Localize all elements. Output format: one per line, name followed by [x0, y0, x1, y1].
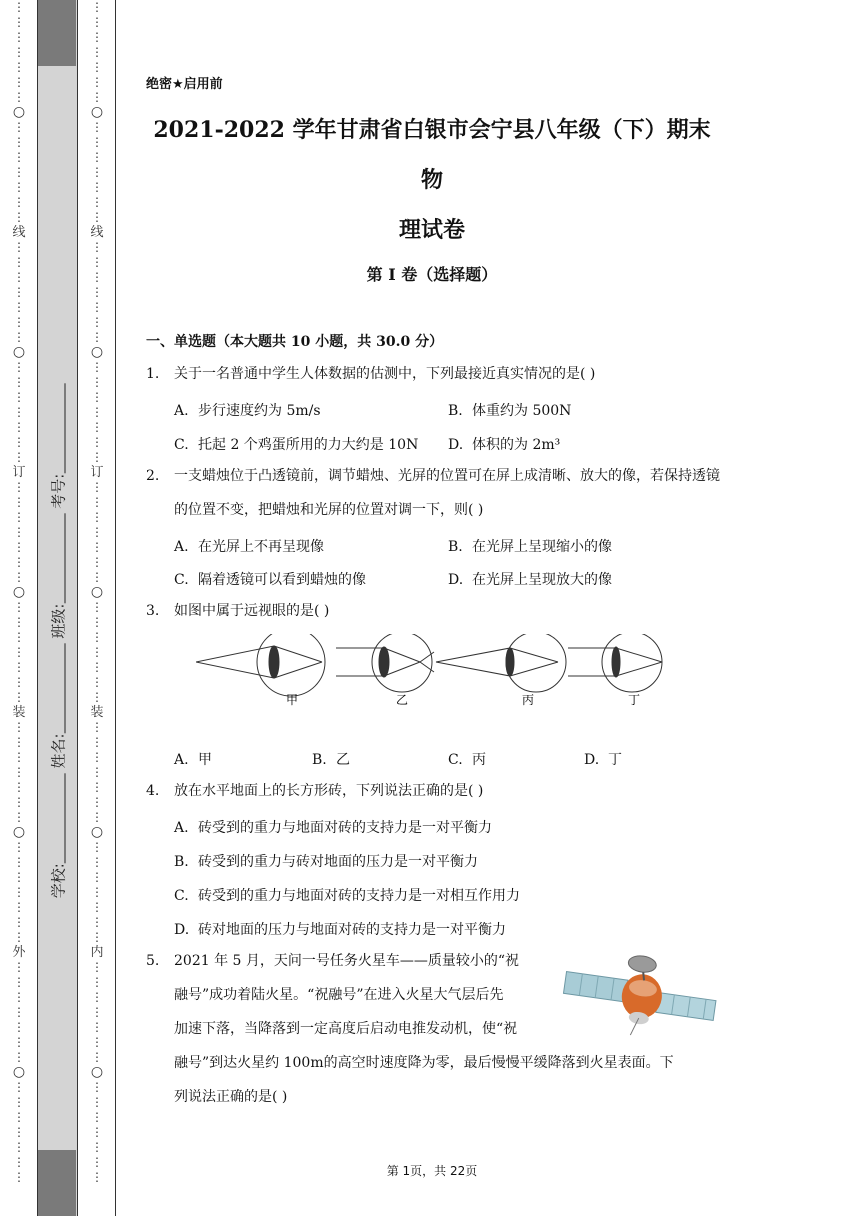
dot-mark: ⋮ — [91, 1020, 103, 1034]
question-number: 5. — [146, 953, 160, 969]
dot-mark: ⋮ — [13, 960, 25, 974]
dot-mark: ⋮ — [91, 255, 103, 269]
dot-mark: ⋮ — [91, 0, 103, 14]
option-key: C. — [174, 572, 189, 588]
dot-mark: ⋮ — [13, 330, 25, 344]
dot-mark: ⋮ — [91, 660, 103, 674]
dot-mark: ⋮ — [13, 285, 25, 299]
circle-mark: ○ — [12, 584, 26, 600]
option-text: 在光屏上呈现放大的像 — [472, 572, 612, 588]
dot-mark: ⋮ — [91, 390, 103, 404]
option-text: 隔着透镜可以看到蜡烛的像 — [198, 572, 366, 588]
circle-mark: ○ — [90, 344, 104, 360]
dot-mark: ⋮ — [91, 810, 103, 824]
dot-mark: ⋮ — [91, 720, 103, 734]
dot-mark: ⋮ — [91, 540, 103, 554]
dot-mark: ⋮ — [13, 510, 25, 524]
option-a[interactable] — [174, 749, 212, 769]
dot-mark: ⋮ — [13, 660, 25, 674]
option-key: A. — [174, 752, 189, 768]
option-text: 甲 — [198, 752, 212, 768]
exam-title — [146, 105, 718, 255]
option-key: C. — [174, 888, 189, 904]
option-b[interactable] — [312, 749, 350, 769]
dot-mark: ⋮ — [91, 1110, 103, 1124]
dot-mark: ⋮ — [91, 915, 103, 929]
dot-mark: ⋮ — [13, 1140, 25, 1154]
dot-mark: ⋮ — [91, 975, 103, 989]
dot-mark: ⋮ — [13, 795, 25, 809]
exam-number-blank — [64, 384, 65, 474]
option-key: C. — [448, 752, 463, 768]
dot-mark: ⋮ — [91, 930, 103, 944]
eye-diagram-yi — [336, 634, 434, 692]
dot-mark: ⋮ — [91, 330, 103, 344]
circle-mark: ○ — [90, 824, 104, 840]
inner-dotted-line — [89, 0, 105, 1216]
figure-label-ding: 丁 — [628, 693, 641, 707]
dot-mark: ⋮ — [91, 360, 103, 374]
inner-label: 装 — [90, 705, 104, 720]
dot-mark: ⋮ — [13, 135, 25, 149]
dot-mark: ⋮ — [91, 480, 103, 494]
dot-mark: ⋮ — [13, 870, 25, 884]
dot-mark: ⋮ — [91, 120, 103, 134]
dot-mark: ⋮ — [91, 1125, 103, 1139]
dot-mark: ⋮ — [91, 645, 103, 659]
dot-mark: ⋮ — [91, 795, 103, 809]
student-info-band — [38, 0, 78, 1216]
dot-mark: ⋮ — [13, 630, 25, 644]
option-key: D. — [448, 437, 464, 453]
question-line: 融号”到达火星约 100m的高空时速度降为零，最后慢慢平缓降落到火星表面。下 — [174, 1055, 674, 1071]
option-text: 丁 — [608, 752, 622, 768]
dot-mark: ⋮ — [13, 390, 25, 404]
dot-mark: ⋮ — [91, 45, 103, 59]
question-line: 加速下落，当降落到一定高度后启动电推发动机，使“祝 — [174, 1021, 518, 1037]
option-a[interactable] — [174, 817, 492, 837]
dot-mark: ⋮ — [91, 870, 103, 884]
dot-mark: ⋮ — [13, 720, 25, 734]
question-text: 一支蜡烛位于凸透镜前，调节蜡烛、光屏的位置可在屏上成清晰、放大的像，若保持透镜的位置不变，把蜡烛和光屏的位置对调一下，则( ) — [174, 468, 720, 518]
option-key: B. — [448, 403, 463, 419]
dot-mark: ⋮ — [91, 150, 103, 164]
question-number: 4. — [146, 783, 160, 799]
dot-mark: ⋮ — [13, 150, 25, 164]
option-text: 体积的为 2m³ — [472, 437, 561, 453]
student-info-fields — [47, 384, 68, 899]
option-text: 砖受到的重力与砖对地面的压力是一对平衡力 — [198, 854, 478, 870]
question-text: 关于一名普通中学生人体数据的估测中，下列最接近真实情况的是( ) — [174, 366, 596, 382]
dot-mark: ⋮ — [91, 1155, 103, 1169]
dot-mark: ⋮ — [13, 1095, 25, 1109]
option-text: 丙 — [472, 752, 486, 768]
inner-label: 订 — [90, 465, 104, 480]
dot-mark: ⋮ — [91, 195, 103, 209]
option-d[interactable] — [584, 749, 622, 769]
dot-mark: ⋮ — [13, 1125, 25, 1139]
inner-label: 线 — [90, 225, 104, 240]
figure-label-jia: 甲 — [286, 693, 299, 707]
dot-mark: ⋮ — [13, 525, 25, 539]
name-label: 姓名: — [49, 733, 67, 769]
dot-mark: ⋮ — [91, 135, 103, 149]
eye-diagram-bing — [436, 634, 566, 692]
dot-mark: ⋮ — [13, 1050, 25, 1064]
option-b[interactable] — [174, 851, 478, 871]
option-key: D. — [174, 922, 190, 938]
circle-mark: ○ — [12, 824, 26, 840]
option-key: B. — [174, 854, 189, 870]
exam-title-line2: 理试卷 — [398, 217, 465, 243]
dot-mark: ⋮ — [13, 0, 25, 14]
dot-mark: ⋮ — [13, 1110, 25, 1124]
dot-mark: ⋮ — [13, 750, 25, 764]
outer-label: 外 — [12, 945, 26, 960]
class-label: 班级: — [49, 603, 67, 639]
option-key: A. — [174, 820, 189, 836]
dot-mark: ⋮ — [13, 195, 25, 209]
dot-mark: ⋮ — [13, 480, 25, 494]
dot-mark: ⋮ — [91, 690, 103, 704]
option-key: A. — [174, 403, 189, 419]
dot-mark: ⋮ — [91, 60, 103, 74]
question-text: 放在水平地面上的长方形砖，下列说法正确的是( ) — [174, 783, 484, 799]
figure-label-bing: 丙 — [522, 693, 535, 707]
dot-mark: ⋮ — [91, 30, 103, 44]
dot-mark: ⋮ — [91, 525, 103, 539]
dot-mark: ⋮ — [13, 570, 25, 584]
dot-mark: ⋮ — [13, 240, 25, 254]
option-a[interactable] — [174, 536, 324, 556]
dot-mark: ⋮ — [91, 1095, 103, 1109]
dot-mark: ⋮ — [13, 315, 25, 329]
dot-mark: ⋮ — [13, 990, 25, 1004]
dot-mark: ⋮ — [13, 675, 25, 689]
school-blank — [64, 773, 65, 863]
eye-diagram-figure — [196, 634, 666, 714]
dot-mark: ⋮ — [91, 855, 103, 869]
circle-mark: ○ — [90, 584, 104, 600]
dot-mark: ⋮ — [13, 690, 25, 704]
circle-mark: ○ — [12, 344, 26, 360]
dot-mark: ⋮ — [91, 270, 103, 284]
dot-mark: ⋮ — [13, 1005, 25, 1019]
dot-mark: ⋮ — [13, 915, 25, 929]
outer-dotted-line — [11, 0, 27, 1216]
option-text: 托起 2 个鸡蛋所用的力大约是 10N — [198, 437, 419, 453]
option-d[interactable] — [174, 919, 506, 939]
dot-mark: ⋮ — [91, 405, 103, 419]
dot-mark: ⋮ — [91, 1050, 103, 1064]
option-key: B. — [312, 752, 327, 768]
school-label: 学校: — [49, 863, 67, 899]
dot-mark: ⋮ — [13, 1035, 25, 1049]
dot-mark: ⋮ — [13, 885, 25, 899]
option-text: 体重约为 500N — [472, 403, 572, 419]
figure-label-yi: 乙 — [396, 693, 409, 707]
dot-mark: ⋮ — [91, 375, 103, 389]
band-tab-top — [38, 0, 76, 66]
dot-mark: ⋮ — [13, 75, 25, 89]
dot-mark: ⋮ — [91, 630, 103, 644]
dot-mark: ⋮ — [91, 750, 103, 764]
dot-mark: ⋮ — [13, 180, 25, 194]
dot-mark: ⋮ — [91, 510, 103, 524]
dot-mark: ⋮ — [13, 780, 25, 794]
dot-mark: ⋮ — [13, 930, 25, 944]
question-line: 列说法正确的是( ) — [174, 1089, 288, 1105]
dot-mark: ⋮ — [13, 210, 25, 224]
dot-mark: ⋮ — [91, 1005, 103, 1019]
option-key: D. — [584, 752, 600, 768]
dot-mark: ⋮ — [91, 1170, 103, 1184]
dot-mark: ⋮ — [13, 270, 25, 284]
option-key: A. — [174, 539, 189, 555]
exam-title-line1: 2021-2022 学年甘肃省白银市会宁县八年级（下）期末物 — [153, 117, 711, 193]
option-text: 砖对地面的压力与地面对砖的支持力是一对平衡力 — [198, 922, 506, 938]
circle-mark: ○ — [90, 1064, 104, 1080]
dot-mark: ⋮ — [91, 285, 103, 299]
option-text: 在光屏上呈现缩小的像 — [472, 539, 612, 555]
dot-mark: ⋮ — [91, 555, 103, 569]
secret-label: 绝密★启用前 — [146, 77, 223, 92]
dot-mark: ⋮ — [13, 375, 25, 389]
dot-mark: ⋮ — [13, 435, 25, 449]
dot-mark: ⋮ — [91, 960, 103, 974]
dot-mark: ⋮ — [13, 645, 25, 659]
dot-mark: ⋮ — [91, 435, 103, 449]
dot-mark: ⋮ — [13, 840, 25, 854]
dot-mark: ⋮ — [13, 540, 25, 554]
dot-mark: ⋮ — [91, 495, 103, 509]
dot-mark: ⋮ — [13, 735, 25, 749]
dot-mark: ⋮ — [13, 615, 25, 629]
option-a[interactable] — [174, 400, 321, 420]
dot-mark: ⋮ — [13, 360, 25, 374]
dot-mark: ⋮ — [91, 1035, 103, 1049]
dot-mark: ⋮ — [91, 180, 103, 194]
outer-label: 线 — [12, 225, 26, 240]
dot-mark: ⋮ — [13, 810, 25, 824]
exam-number-label: 考号: — [49, 473, 67, 509]
eye-diagram-jia — [196, 634, 325, 696]
binding-margin-outer — [0, 0, 38, 1216]
dot-mark: ⋮ — [13, 855, 25, 869]
dot-mark: ⋮ — [91, 570, 103, 584]
dot-mark: ⋮ — [91, 450, 103, 464]
eye-diagram-ding — [568, 634, 662, 692]
volume-title: 第 I 卷（选择题） — [366, 265, 498, 284]
dot-mark: ⋮ — [13, 495, 25, 509]
dot-mark: ⋮ — [91, 75, 103, 89]
dot-mark: ⋮ — [91, 315, 103, 329]
question-number: 3. — [146, 603, 160, 619]
dot-mark: ⋮ — [91, 765, 103, 779]
question-number: 2. — [146, 468, 160, 484]
option-text: 步行速度约为 5m/s — [198, 403, 321, 419]
dot-mark: ⋮ — [13, 450, 25, 464]
option-key: C. — [174, 437, 189, 453]
dot-mark: ⋮ — [91, 165, 103, 179]
name-blank — [64, 643, 65, 733]
dot-mark: ⋮ — [13, 300, 25, 314]
option-d[interactable] — [448, 569, 612, 589]
dot-mark: ⋮ — [91, 300, 103, 314]
dot-mark: ⋮ — [13, 120, 25, 134]
option-text: 在光屏上不再呈现像 — [198, 539, 324, 555]
dot-mark: ⋮ — [91, 780, 103, 794]
band-tab-bottom — [38, 1150, 76, 1216]
dot-mark: ⋮ — [91, 1080, 103, 1094]
dot-mark: ⋮ — [13, 1080, 25, 1094]
dot-mark: ⋮ — [13, 15, 25, 29]
outer-label: 装 — [12, 705, 26, 720]
dot-mark: ⋮ — [91, 15, 103, 29]
dot-mark: ⋮ — [13, 90, 25, 104]
option-text: 砖受到的重力与地面对砖的支持力是一对平衡力 — [198, 820, 492, 836]
page-footer: 第 1页，共 22页 — [386, 1164, 478, 1178]
dot-mark: ⋮ — [91, 90, 103, 104]
option-b[interactable] — [448, 536, 612, 556]
dot-mark: ⋮ — [13, 420, 25, 434]
option-text: 乙 — [336, 752, 350, 768]
dot-mark: ⋮ — [13, 975, 25, 989]
circle-mark: ○ — [12, 1064, 26, 1080]
option-key: D. — [448, 572, 464, 588]
option-key: B. — [448, 539, 463, 555]
dot-mark: ⋮ — [13, 600, 25, 614]
option-c[interactable] — [174, 569, 366, 589]
option-c[interactable] — [174, 885, 520, 905]
dot-mark: ⋮ — [91, 1140, 103, 1154]
dot-mark: ⋮ — [13, 555, 25, 569]
dot-mark: ⋮ — [13, 900, 25, 914]
dot-mark: ⋮ — [91, 240, 103, 254]
dot-mark: ⋮ — [91, 840, 103, 854]
dot-mark: ⋮ — [13, 255, 25, 269]
outer-label: 订 — [12, 465, 26, 480]
dot-mark: ⋮ — [13, 765, 25, 779]
circle-mark: ○ — [90, 104, 104, 120]
dot-mark: ⋮ — [91, 900, 103, 914]
dot-mark: ⋮ — [13, 30, 25, 44]
dot-mark: ⋮ — [13, 405, 25, 419]
question-number: 1. — [146, 366, 160, 382]
option-c[interactable] — [174, 434, 418, 454]
question-line: 2021 年 5 月，天问一号任务火星车——质量较小的“祝 — [174, 953, 520, 969]
option-d[interactable] — [448, 434, 560, 454]
dot-mark: ⋮ — [91, 600, 103, 614]
option-b[interactable] — [448, 400, 571, 420]
circle-mark: ○ — [12, 104, 26, 120]
option-c[interactable] — [448, 749, 486, 769]
dot-mark: ⋮ — [91, 615, 103, 629]
dot-mark: ⋮ — [13, 1170, 25, 1184]
dot-mark: ⋮ — [91, 885, 103, 899]
dot-mark: ⋮ — [13, 60, 25, 74]
section-title: 一、单选题（本大题共 10 小题，共 30.0 分） — [146, 334, 444, 350]
question-line: 融号”成功着陆火星。“祝融号”在进入火星大气层后先 — [174, 987, 504, 1003]
question-text: 如图中属于远视眼的是( ) — [174, 603, 330, 619]
dot-mark: ⋮ — [91, 675, 103, 689]
dot-mark: ⋮ — [13, 165, 25, 179]
binding-margin-inner — [78, 0, 116, 1216]
dot-mark: ⋮ — [13, 1020, 25, 1034]
dot-mark: ⋮ — [91, 420, 103, 434]
dot-mark: ⋮ — [91, 990, 103, 1004]
dot-mark: ⋮ — [13, 1155, 25, 1169]
inner-label: 内 — [90, 945, 104, 960]
class-blank — [64, 514, 65, 604]
dot-mark: ⋮ — [91, 735, 103, 749]
dot-mark: ⋮ — [91, 210, 103, 224]
mars-rover-illustration — [560, 952, 720, 1038]
dot-mark: ⋮ — [13, 45, 25, 59]
option-text: 砖受到的重力与地面对砖的支持力是一对相互作用力 — [198, 888, 520, 904]
